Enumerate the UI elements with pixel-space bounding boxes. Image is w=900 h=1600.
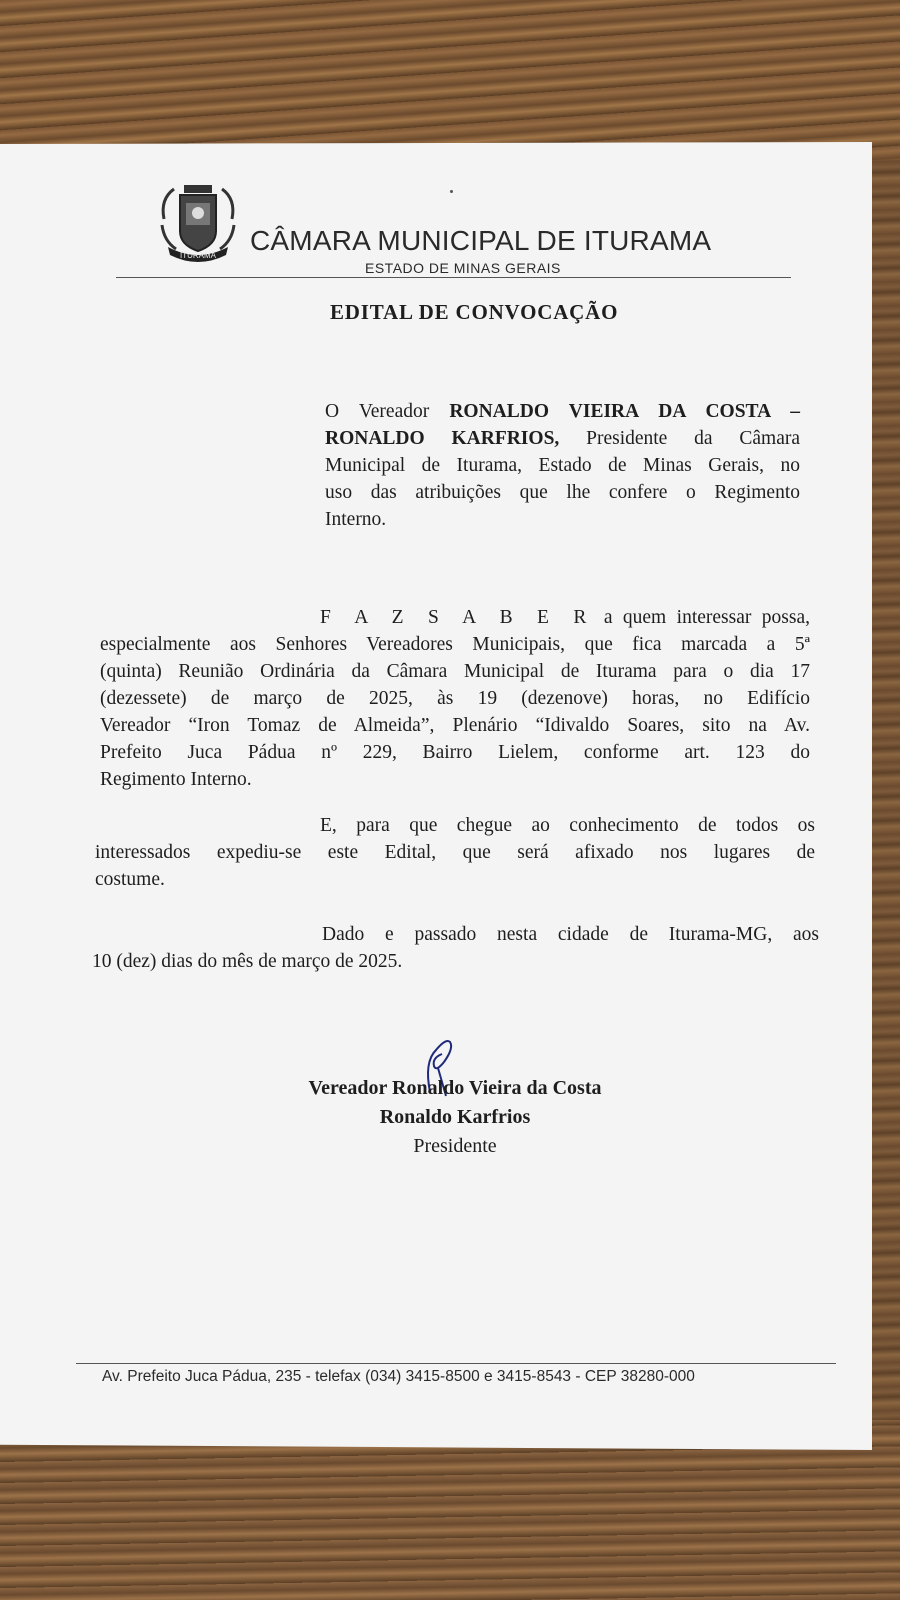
faz-saber-paragraph [100,604,810,793]
footer-divider [76,1363,836,1364]
intro-line-5: Interno. [325,509,387,530]
intro-prefix: O Vereador [325,401,450,422]
intro-paragraph [325,398,800,533]
paper-sheet [0,142,872,1450]
wooden-table-top [0,0,900,160]
intro-line-3: Municipal de Iturama, Estado de Minas Gerais, no [325,455,800,476]
faz-saber-line-3: (quinta) Reunião Ordinária da Câmara Municipal de Iturama para o dia 17 [100,661,810,682]
footer-address: Av. Prefeito Juca Pádua, 235 - telefax (034) 3415-8500 e 3415-8543 - CEP 38280-000 [102,1368,695,1385]
paper-speck [450,190,453,193]
signatory-role: Presidente [413,1135,497,1157]
signatory-name: Vereador Ronaldo Vieira da Costa [308,1077,602,1099]
faz-saber-lead: F A Z S A B E R [320,607,594,628]
publication-line-2: interessados expediu-se este Edital, que será afixado nos lugares de [95,842,815,863]
president-alias: RONALDO KARFRIOS, [325,428,560,449]
faz-saber-line-4: (dezessete) de março de 2025, às 19 (dezenove) horas, no Edifício [100,688,810,709]
date-place-paragraph [92,921,819,975]
intro-role-text: Presidente da Câmara [559,428,800,449]
signature-block [270,1074,640,1161]
document-title: EDITAL DE CONVOCAÇÃO [330,300,619,324]
seal-label: ITURAMA [180,251,216,260]
faz-saber-rest: a quem interessar possa, [593,607,811,628]
organization-name: CÂMARA MUNICIPAL DE ITURAMA [250,225,712,256]
publication-paragraph [95,812,815,893]
date-place-line-1: Dado e passado nesta cidade de Iturama-MG, aos [322,924,819,945]
intro-line-2 [325,425,800,452]
faz-saber-line-6: Prefeito Juca Pádua nº 229, Bairro Lielem, conforme art. 123 do [100,742,810,763]
header-divider [116,277,791,278]
president-name: RONALDO VIEIRA DA COSTA – [449,401,800,422]
municipal-seal-icon [154,179,242,265]
intro-line-1 [325,398,800,425]
state-name: ESTADO DE MINAS GERAIS [365,260,561,276]
faz-saber-line-2: especialmente aos Senhores Vereadores Municipais, que fica marcada a 5ª [100,634,810,655]
faz-saber-line-1 [100,604,810,631]
publication-line-3: costume. [95,869,165,890]
publication-line-1: E, para que chegue ao conhecimento de todos os [320,815,815,836]
signatory-alias: Ronaldo Karfrios [379,1106,531,1128]
faz-saber-line-5: Vereador “Iron Tomaz de Almeida”, Plenário “Idivaldo Soares, sito na Av. [100,715,810,736]
intro-line-4: uso das atribuições que lhe confere o Regimento [325,482,800,503]
faz-saber-line-7: Regimento Interno. [100,769,252,790]
date-place-line-2: 10 (dez) dias do mês de março de 2025. [92,951,403,972]
